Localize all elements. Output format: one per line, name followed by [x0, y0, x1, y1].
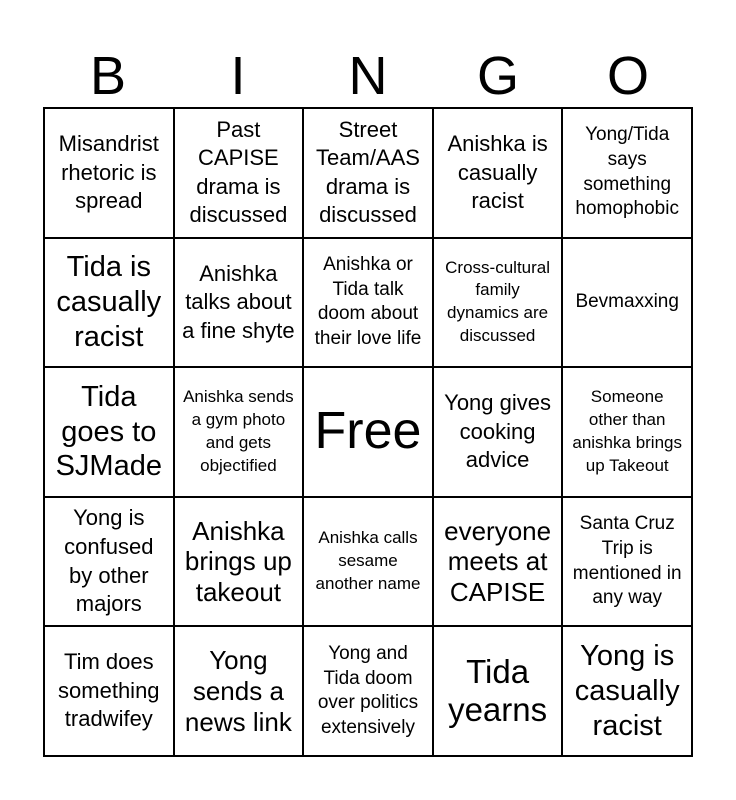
cell-text: Anishka brings up takeout	[184, 515, 292, 607]
cell-text: Yong gives cooking advice	[444, 390, 552, 473]
bingo-cell[interactable]	[45, 627, 175, 757]
bingo-cell[interactable]	[563, 109, 693, 239]
bingo-cell[interactable]	[175, 627, 305, 757]
cell-text: Yong is casually racist	[574, 640, 680, 742]
cell-text: Misandrist rhetoric is spread	[58, 130, 159, 214]
bingo-cell[interactable]	[304, 627, 434, 757]
header-letter-b: B	[89, 46, 127, 106]
bingo-cell[interactable]	[175, 368, 305, 498]
bingo-cell[interactable]	[563, 627, 693, 757]
cell-text: Anishka sends a gym photo and gets objectified	[183, 387, 294, 475]
cell-text: everyone meets at CAPISE	[444, 515, 552, 607]
cell-text: Yong sends a news link	[184, 645, 292, 737]
cell-text: Tim does something tradwifey	[58, 649, 160, 732]
bingo-cell[interactable]	[434, 368, 564, 498]
bingo-cell[interactable]	[563, 498, 693, 628]
cell-text: Tida is casually racist	[56, 251, 162, 353]
cell-text: Anishka or Tida talk doom about their love life	[314, 254, 422, 350]
header-letter-g: G	[476, 46, 519, 106]
cell-text: Yong is confused by other majors	[64, 505, 154, 617]
bingo-cell[interactable]	[304, 109, 434, 239]
bingo-card	[43, 107, 693, 757]
cell-text: Anishka is casually racist	[447, 130, 548, 214]
cell-text: Anishka talks about a fine shyte	[182, 260, 295, 343]
bingo-cell[interactable]	[175, 498, 305, 628]
cell-text: Someone other than anishka brings up Takeout	[572, 387, 682, 475]
cell-text: Cross-cultural family dynamics are discussed	[445, 257, 551, 346]
bingo-cell[interactable]	[563, 368, 693, 498]
bingo-cell[interactable]	[45, 368, 175, 498]
cell-text: Bevmaxxing	[575, 291, 679, 313]
free-space-text: Free	[314, 402, 422, 461]
bingo-cell[interactable]	[45, 498, 175, 628]
bingo-cell[interactable]	[434, 498, 564, 628]
header-letter-o: O	[606, 46, 649, 106]
header-letter-i: I	[230, 46, 246, 106]
bingo-cell[interactable]	[304, 239, 434, 369]
cell-text: Santa Cruz Trip is mentioned in any way	[572, 513, 682, 609]
free-space-cell[interactable]	[304, 368, 434, 498]
bingo-cell[interactable]	[434, 627, 564, 757]
bingo-cell[interactable]	[175, 109, 305, 239]
bingo-cell[interactable]	[434, 109, 564, 239]
header-letter-n: N	[348, 46, 388, 106]
cell-text: Past CAPISE drama is discussed	[189, 116, 288, 228]
cell-text: Yong/Tida says something homophobic	[575, 124, 679, 220]
bingo-cell[interactable]	[563, 239, 693, 369]
bingo-cell[interactable]	[45, 239, 175, 369]
bingo-cell[interactable]	[175, 239, 305, 369]
cell-text: Yong and Tida doom over politics extensively	[317, 642, 419, 738]
cell-text: Tida goes to SJMade	[55, 380, 162, 483]
bingo-cell[interactable]	[304, 498, 434, 628]
bingo-header	[43, 44, 693, 108]
cell-text: Street Team/AAS drama is discussed	[316, 116, 420, 228]
cell-text: Tida yearns	[448, 653, 548, 729]
cell-text: Anishka calls sesame another name	[315, 528, 421, 594]
bingo-cell[interactable]	[434, 239, 564, 369]
bingo-cell[interactable]	[45, 109, 175, 239]
